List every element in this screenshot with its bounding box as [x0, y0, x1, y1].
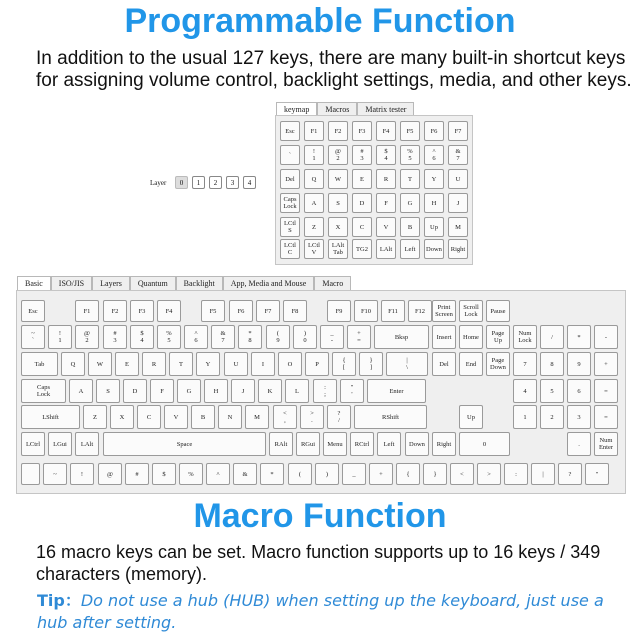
layer-button-1[interactable]: 1: [192, 176, 205, 189]
keycode-key[interactable]: 2: [540, 405, 564, 429]
tip-label: Tip：: [37, 591, 81, 610]
keycode-key[interactable]: T: [169, 352, 193, 376]
small-key[interactable]: R: [376, 169, 396, 189]
keycode-key[interactable]: $ 4: [130, 325, 154, 349]
keycode-key[interactable]: D: [123, 379, 147, 403]
keycode-key[interactable]: | \: [386, 352, 428, 376]
keycode-key[interactable]: Caps Lock: [21, 379, 66, 403]
tab-backlight[interactable]: Backlight: [176, 276, 223, 290]
small-key[interactable]: Caps Lock: [280, 193, 300, 213]
keycode-key[interactable]: L: [285, 379, 309, 403]
keycode-key[interactable]: < ,: [273, 405, 297, 429]
tab-matrix-tester[interactable]: Matrix tester: [357, 102, 414, 116]
keycode-key[interactable]: +: [594, 352, 618, 376]
keycode-key[interactable]: $: [152, 463, 176, 485]
small-key[interactable]: H: [424, 193, 444, 213]
keycode-key[interactable]: + =: [347, 325, 371, 349]
keycode-key[interactable]: & 7: [211, 325, 235, 349]
keycode-key[interactable]: 7: [513, 352, 537, 376]
keycode-key[interactable]: ? /: [327, 405, 351, 429]
keycode-key[interactable]: J: [231, 379, 255, 403]
small-tab-bar: [276, 102, 414, 116]
keycode-key[interactable]: Right: [432, 432, 456, 456]
keycode-key[interactable]: Tab: [21, 352, 58, 376]
keycode-key[interactable]: Num Lock: [513, 325, 537, 349]
keycode-key[interactable]: R: [142, 352, 166, 376]
keycode-key[interactable]: ": [585, 463, 609, 485]
keycode-key[interactable]: LGui: [48, 432, 72, 456]
keycode-key[interactable]: O: [278, 352, 302, 376]
keycode-key[interactable]: S: [96, 379, 120, 403]
small-key[interactable]: U: [448, 169, 468, 189]
keycode-key[interactable]: 9: [567, 352, 591, 376]
keycode-key[interactable]: 6: [567, 379, 591, 403]
keycode-key[interactable]: 8: [540, 352, 564, 376]
keycode-key[interactable]: Up: [459, 405, 483, 429]
keycode-key[interactable]: %: [179, 463, 203, 485]
tab-iso-jis[interactable]: ISO/JIS: [51, 276, 92, 290]
small-key[interactable]: Left: [400, 239, 420, 259]
keycode-key[interactable]: 5: [540, 379, 564, 403]
keycode-key[interactable]: >: [477, 463, 501, 485]
small-key[interactable]: F2: [328, 121, 348, 141]
keycode-key[interactable]: Page Up: [486, 325, 510, 349]
keycode-key[interactable]: F2: [103, 300, 127, 322]
small-key[interactable]: LCtl V: [304, 239, 324, 259]
keycode-key[interactable]: " ': [340, 379, 364, 403]
keycode-key[interactable]: 1: [513, 405, 537, 429]
small-key[interactable]: Del: [280, 169, 300, 189]
tab-keymap[interactable]: keymap: [276, 102, 317, 116]
small-key[interactable]: LCtl S: [280, 217, 300, 237]
keycode-key[interactable]: Q: [61, 352, 85, 376]
small-key[interactable]: F: [376, 193, 396, 213]
intro-paragraph: In addition to the usual 127 keys, there are many built-in shortcut keys for assigning volume control, backlight settings, media, and other keys.: [36, 48, 632, 91]
keycode-key[interactable]: B: [191, 405, 215, 429]
keycode-key[interactable]: F5: [201, 300, 225, 322]
small-keymap-panel: [275, 115, 473, 265]
keycode-key[interactable]: Home: [459, 325, 483, 349]
keycode-key[interactable]: End: [459, 352, 483, 376]
tab-app-media-mouse[interactable]: App, Media and Mouse: [223, 276, 315, 290]
keycode-key[interactable]: <: [450, 463, 474, 485]
keycode-key[interactable]: Scroll Lock: [459, 300, 483, 322]
keycode-key[interactable]: U: [224, 352, 248, 376]
small-key[interactable]: Down: [424, 239, 444, 259]
small-key[interactable]: V: [376, 217, 396, 237]
keycode-key[interactable]: I: [251, 352, 275, 376]
layer-button-4[interactable]: 4: [243, 176, 256, 189]
keycode-key[interactable]: RCtrl: [350, 432, 374, 456]
keycode-key[interactable]: E: [115, 352, 139, 376]
small-key[interactable]: F4: [376, 121, 396, 141]
keycode-key[interactable]: -: [594, 325, 618, 349]
small-key[interactable]: Esc: [280, 121, 300, 141]
small-key[interactable]: M: [448, 217, 468, 237]
small-key[interactable]: F6: [424, 121, 444, 141]
keycode-key[interactable]: H: [204, 379, 228, 403]
keycode-key[interactable]: 3: [567, 405, 591, 429]
keycode-key[interactable]: F11: [381, 300, 405, 322]
keycode-key[interactable]: ~: [43, 463, 67, 485]
keycode-key[interactable]: LCtrl: [21, 432, 45, 456]
keycode-key[interactable]: ! 1: [48, 325, 72, 349]
small-key[interactable]: W: [328, 169, 348, 189]
small-key[interactable]: $ 4: [376, 145, 396, 165]
small-key[interactable]: X: [328, 217, 348, 237]
small-key[interactable]: C: [352, 217, 372, 237]
keycode-key[interactable]: Insert: [432, 325, 456, 349]
keycode-key[interactable]: % 5: [157, 325, 181, 349]
keycode-key[interactable]: Del: [432, 352, 456, 376]
tip-text: [37, 590, 627, 634]
small-key[interactable]: A: [304, 193, 324, 213]
small-key[interactable]: E: [352, 169, 372, 189]
big-tab-bar: [17, 276, 351, 290]
keycode-key[interactable]: Z: [83, 405, 107, 429]
keycode-key[interactable]: &: [233, 463, 257, 485]
keycode-key[interactable]: Y: [196, 352, 220, 376]
keycode-key[interactable]: F8: [283, 300, 307, 322]
keycode-key[interactable]: * 8: [238, 325, 262, 349]
keycode-key[interactable]: > .: [300, 405, 324, 429]
keycode-key[interactable]: #: [125, 463, 149, 485]
keycode-key[interactable]: .: [567, 432, 591, 456]
keycode-key[interactable]: { [: [332, 352, 356, 376]
keycode-key[interactable]: RAlt: [269, 432, 293, 456]
small-key[interactable]: LAlt: [376, 239, 396, 259]
keycode-key[interactable]: A: [69, 379, 93, 403]
layer-label: Layer: [150, 179, 167, 187]
keycode-key[interactable]: =: [594, 379, 618, 403]
small-key[interactable]: & 7: [448, 145, 468, 165]
keycode-key[interactable]: LAlt: [75, 432, 99, 456]
small-key[interactable]: `: [280, 145, 300, 165]
keycode-key[interactable]: LShift: [21, 405, 80, 429]
keycode-key[interactable]: @: [98, 463, 122, 485]
keycode-key[interactable]: N: [218, 405, 242, 429]
keycode-key[interactable]: F10: [354, 300, 378, 322]
layer-button-2[interactable]: 2: [209, 176, 222, 189]
small-key[interactable]: D: [352, 193, 372, 213]
macro-title: Macro Function: [193, 497, 447, 535]
small-key[interactable]: Q: [304, 169, 324, 189]
small-key[interactable]: ^ 6: [424, 145, 444, 165]
keycode-key[interactable]: +: [369, 463, 393, 485]
keycode-key[interactable]: {: [396, 463, 420, 485]
keycode-key[interactable]: [21, 463, 40, 485]
keycode-key[interactable]: 4: [513, 379, 537, 403]
keycode-key[interactable]: (: [288, 463, 312, 485]
keycode-key[interactable]: Num Enter: [594, 432, 618, 456]
keycode-key[interactable]: ?: [558, 463, 582, 485]
keycode-key[interactable]: C: [137, 405, 161, 429]
keycode-key[interactable]: F12: [408, 300, 432, 322]
small-key[interactable]: TG2: [352, 239, 372, 259]
keycode-key[interactable]: !: [70, 463, 94, 485]
keycode-key[interactable]: F1: [75, 300, 99, 322]
small-key[interactable]: LCtl C: [280, 239, 300, 259]
small-key[interactable]: F5: [400, 121, 420, 141]
tab-basic[interactable]: Basic: [17, 276, 51, 290]
small-key[interactable]: % 5: [400, 145, 420, 165]
keycode-key[interactable]: Enter: [367, 379, 426, 403]
tab-layers[interactable]: Layers: [92, 276, 130, 290]
keycode-key[interactable]: V: [164, 405, 188, 429]
keycode-key[interactable]: RShift: [354, 405, 427, 429]
keycode-key[interactable]: Down: [405, 432, 429, 456]
small-key[interactable]: ! 1: [304, 145, 324, 165]
keycode-key[interactable]: ) 0: [293, 325, 317, 349]
small-key[interactable]: J: [448, 193, 468, 213]
small-key[interactable]: F3: [352, 121, 372, 141]
keycode-key[interactable]: X: [110, 405, 134, 429]
small-key[interactable]: Z: [304, 217, 324, 237]
keycode-key[interactable]: Esc: [21, 300, 45, 322]
keycode-key[interactable]: ^ 6: [184, 325, 208, 349]
small-key[interactable]: F7: [448, 121, 468, 141]
keycode-key[interactable]: /: [540, 325, 564, 349]
small-key[interactable]: G: [400, 193, 420, 213]
keycode-key[interactable]: G: [177, 379, 201, 403]
keycode-key[interactable]: Page Down: [486, 352, 510, 376]
small-key[interactable]: T: [400, 169, 420, 189]
keycode-key[interactable]: F9: [327, 300, 351, 322]
keycode-key[interactable]: Space: [103, 432, 266, 456]
keycode-key[interactable]: RGui: [296, 432, 320, 456]
tip-message: Do not use a hub (HUB) when setting up the keyboard, just use a hub after setting.: [37, 591, 604, 632]
layer-button-0[interactable]: 0: [175, 176, 188, 189]
keycode-key[interactable]: Menu: [323, 432, 347, 456]
keycode-key[interactable]: ( 9: [266, 325, 290, 349]
keycode-key[interactable]: F3: [130, 300, 154, 322]
layer-button-3[interactable]: 3: [226, 176, 239, 189]
keycode-key[interactable]: |: [531, 463, 555, 485]
keycode-key[interactable]: *: [260, 463, 284, 485]
small-key[interactable]: S: [328, 193, 348, 213]
small-key[interactable]: F1: [304, 121, 324, 141]
tab-macros[interactable]: Macros: [317, 102, 357, 116]
keycode-key[interactable]: 0: [459, 432, 510, 456]
keycode-key[interactable]: ^: [206, 463, 230, 485]
macro-paragraph: 16 macro keys can be set. Macro function supports up to 16 keys / 349 characters (memory).: [36, 542, 601, 584]
keycode-key[interactable]: } ]: [359, 352, 383, 376]
small-key[interactable]: # 3: [352, 145, 372, 165]
small-key[interactable]: LAlt Tab: [328, 239, 348, 259]
keycode-key[interactable]: *: [567, 325, 591, 349]
keycode-key[interactable]: =: [594, 405, 618, 429]
small-key[interactable]: Right: [448, 239, 468, 259]
keycode-key[interactable]: }: [423, 463, 447, 485]
keycode-key[interactable]: Bksp: [374, 325, 429, 349]
keycode-key[interactable]: # 3: [103, 325, 127, 349]
small-key[interactable]: Y: [424, 169, 444, 189]
small-key[interactable]: @ 2: [328, 145, 348, 165]
tab-quantum[interactable]: Quantum: [130, 276, 176, 290]
keycode-key[interactable]: Print Screen: [432, 300, 456, 322]
keycode-key[interactable]: _: [342, 463, 366, 485]
keycode-key[interactable]: ): [315, 463, 339, 485]
big-keycode-panel: [16, 290, 626, 494]
keycode-key[interactable]: F4: [157, 300, 181, 322]
page-title: Programmable Function: [124, 2, 516, 40]
keycode-key[interactable]: P: [305, 352, 329, 376]
keycode-key[interactable]: F7: [256, 300, 280, 322]
keycode-key[interactable]: K: [258, 379, 282, 403]
keycode-key[interactable]: ~ `: [21, 325, 45, 349]
keycode-key[interactable]: W: [88, 352, 112, 376]
keycode-key[interactable]: : ;: [313, 379, 337, 403]
small-key[interactable]: Up: [424, 217, 444, 237]
tab-macro[interactable]: Macro: [314, 276, 351, 290]
keycode-key[interactable]: Left: [377, 432, 401, 456]
keycode-key[interactable]: :: [504, 463, 528, 485]
keycode-key[interactable]: F: [150, 379, 174, 403]
keycode-key[interactable]: F6: [229, 300, 253, 322]
keycode-key[interactable]: M: [245, 405, 269, 429]
keycode-key[interactable]: _ -: [320, 325, 344, 349]
keycode-key[interactable]: Pause: [486, 300, 510, 322]
small-key[interactable]: B: [400, 217, 420, 237]
keycode-key[interactable]: @ 2: [75, 325, 99, 349]
